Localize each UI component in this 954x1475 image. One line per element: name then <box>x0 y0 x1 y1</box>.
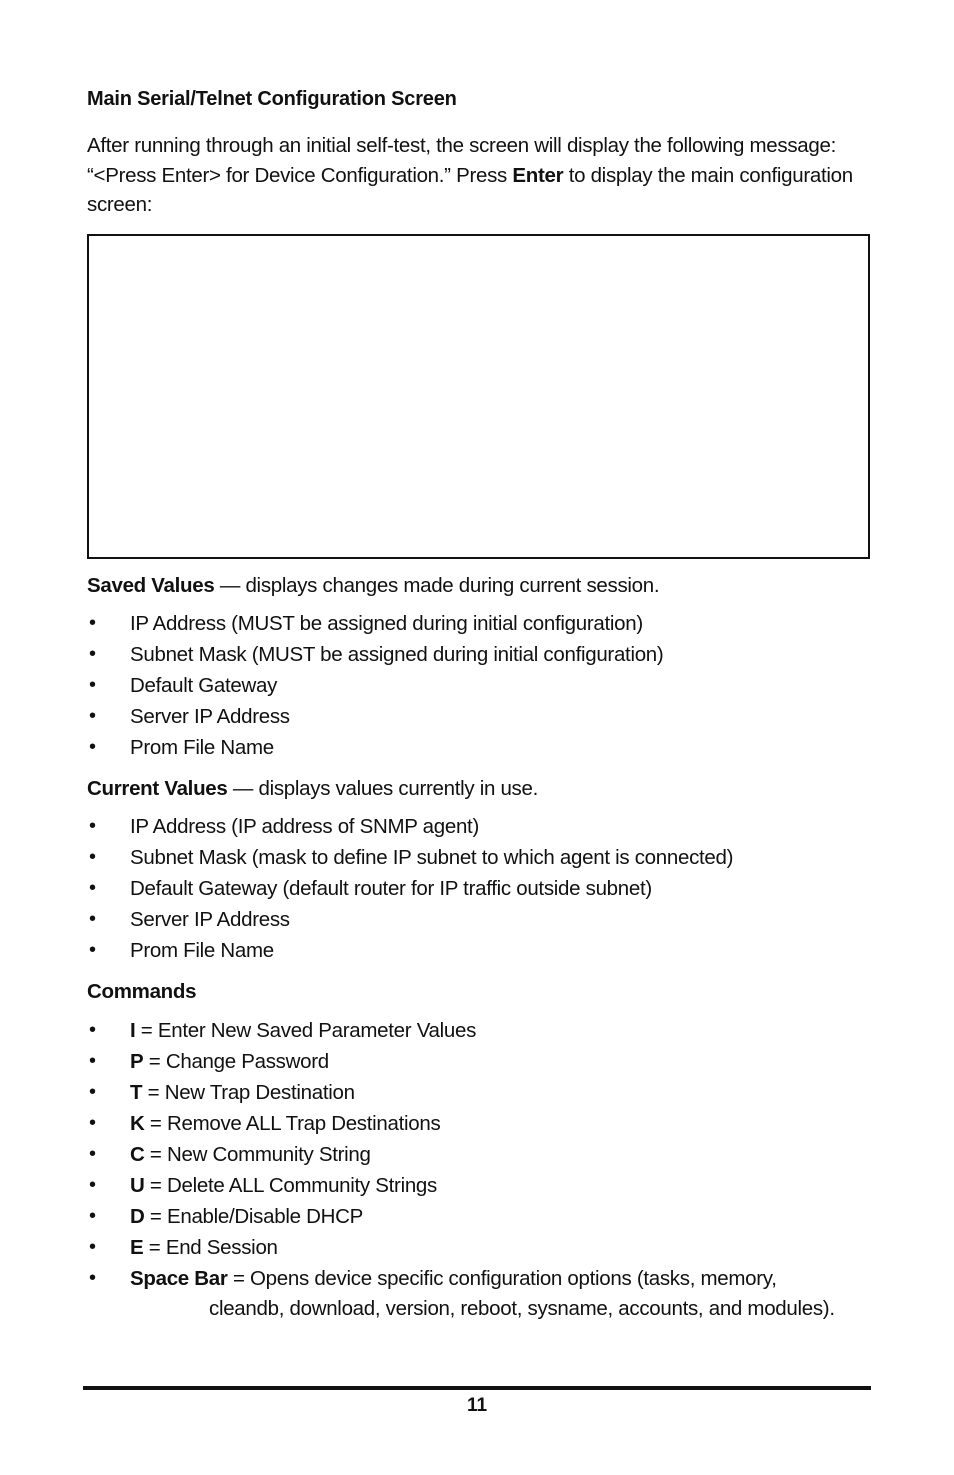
list-item: • E = End Session <box>87 1232 835 1263</box>
command-key: E <box>130 1236 144 1259</box>
page-number: 11 <box>466 1395 488 1416</box>
bullet-icon: • <box>89 643 96 665</box>
list-item: • Space Bar = Opens device specific configuration options (tasks, memory, cleandb, download, version, reboot, sysname, accounts, and modules). <box>87 1263 835 1323</box>
bullet-icon: • <box>89 815 96 837</box>
current-values-desc: — displays values currently in use. <box>227 777 539 800</box>
command-key: K <box>130 1112 145 1135</box>
list-item: • U = Delete ALL Community Strings <box>87 1170 835 1201</box>
intro-enter-key: Enter <box>512 163 564 187</box>
section-heading: Main Serial/Telnet Configuration Screen <box>87 88 457 110</box>
bullet-icon: • <box>89 1174 96 1196</box>
list-item: • K = Remove ALL Trap Destinations <box>87 1108 835 1139</box>
bullet-icon: • <box>89 846 96 868</box>
list-item: • IP Address (IP address of SNMP agent) <box>87 811 733 842</box>
list-item: • Server IP Address <box>87 701 663 732</box>
command-key: C <box>130 1143 145 1166</box>
list-item: • Prom File Name <box>87 732 663 763</box>
saved-values-label <box>87 574 659 598</box>
list-item: • Subnet Mask (MUST be assigned during initial configuration) <box>87 639 663 670</box>
saved-values-title: Saved Values <box>87 574 215 597</box>
command-key: Space Bar <box>130 1267 228 1290</box>
bullet-icon: • <box>89 674 96 696</box>
bullet-icon: • <box>89 877 96 899</box>
bullet-icon: • <box>89 1019 96 1041</box>
command-continuation: cleandb, download, version, reboot, sysname, accounts, and modules). <box>209 1297 835 1320</box>
bullet-icon: • <box>89 612 96 634</box>
current-values-title: Current Values <box>87 777 228 800</box>
list-item: • Prom File Name <box>87 935 733 966</box>
command-key: P <box>130 1050 144 1073</box>
list-item: • Subnet Mask (mask to define IP subnet to which agent is connected) <box>87 842 733 873</box>
bullet-icon: • <box>89 1267 96 1289</box>
list-item: • D = Enable/Disable DHCP <box>87 1201 835 1232</box>
command-key: D <box>130 1205 145 1228</box>
bullet-icon: • <box>89 1112 96 1134</box>
commands-title: Commands <box>87 980 197 1003</box>
footer-rule <box>83 1386 871 1390</box>
current-values-label <box>87 777 538 801</box>
current-values-list <box>87 811 733 966</box>
bullet-icon: • <box>89 1236 96 1258</box>
bullet-icon: • <box>89 1143 96 1165</box>
bullet-icon: • <box>89 736 96 758</box>
list-item: • Default Gateway <box>87 670 663 701</box>
list-item: • Default Gateway (default router for IP traffic outside subnet) <box>87 873 733 904</box>
intro-paragraph <box>87 131 877 220</box>
list-item: • IP Address (MUST be assigned during initial configuration) <box>87 608 663 639</box>
saved-values-desc: — displays changes made during current session. <box>214 574 660 597</box>
list-item: • Server IP Address <box>87 904 733 935</box>
intro-text-1: After running through an initial self-test, the screen will display the following message: “<Press Enter> for Device Configuration.” Press <box>87 134 836 187</box>
command-key: T <box>130 1081 143 1104</box>
saved-values-list <box>87 608 663 763</box>
list-item: • P = Change Password <box>87 1046 835 1077</box>
commands-list <box>87 1015 835 1323</box>
list-item: • I = Enter New Saved Parameter Values <box>87 1015 835 1046</box>
list-item: • C = New Community String <box>87 1139 835 1170</box>
bullet-icon: • <box>89 1050 96 1072</box>
bullet-icon: • <box>89 939 96 961</box>
bullet-icon: • <box>89 908 96 930</box>
commands-label <box>87 980 196 1004</box>
command-key: U <box>130 1174 145 1197</box>
command-key: I <box>130 1019 136 1042</box>
configuration-screen-placeholder <box>87 234 870 559</box>
list-item: • T = New Trap Destination <box>87 1077 835 1108</box>
bullet-icon: • <box>89 705 96 727</box>
bullet-icon: • <box>89 1205 96 1227</box>
bullet-icon: • <box>89 1081 96 1103</box>
intro-text-2: to display the main configuration screen: <box>87 163 853 216</box>
